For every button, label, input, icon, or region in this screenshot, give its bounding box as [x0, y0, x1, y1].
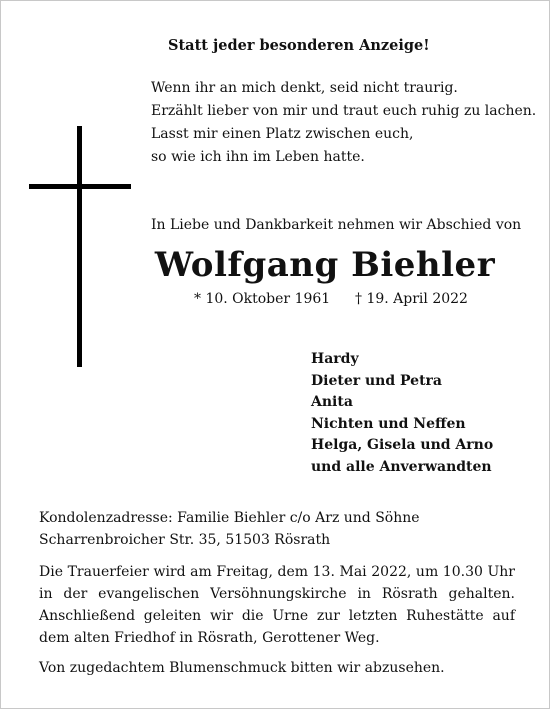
- mourner: Dieter und Petra: [311, 372, 442, 389]
- intro-heading: Statt jeder besonderen Anzeige!: [168, 37, 430, 54]
- condolence-address: [39, 507, 515, 551]
- mourners-list: [311, 349, 493, 478]
- flowers-note: Von zugedachtem Blumenschmuck bitten wir abzusehen.: [39, 660, 445, 676]
- poem-line: so wie ich ihn im Leben hatte.: [151, 149, 365, 165]
- poem-line: Erzählt lieber von mir und traut euch ruhig zu lachen.: [151, 103, 537, 119]
- cross-icon-bar: [29, 184, 131, 189]
- mourner: Nichten und Neffen: [311, 415, 466, 432]
- poem: [151, 77, 536, 169]
- ceremony-details: Die Trauerfeier wird am Freitag, dem 13. Mai 2022, um 10.30 Uhr in der evangelischen Versöhnungskirche in Rösrath gehalten. Anschließend geleiten wir die Urne zur letzten Ruhestätte auf dem alten Friedhof in Rösrath, Gerottener Weg.: [39, 564, 515, 646]
- deceased-name: Wolfgang Biehler: [154, 245, 496, 285]
- farewell-text: In Liebe und Dankbarkeit nehmen wir Abschied von: [151, 217, 522, 233]
- mourner: und alle Anverwandten: [311, 458, 492, 475]
- mourner: Hardy: [311, 351, 359, 367]
- mourner: Helga, Gisela und Arno: [311, 437, 494, 453]
- mourner: Anita: [311, 394, 353, 410]
- poem-line: Lasst mir einen Platz zwischen euch,: [151, 126, 414, 142]
- birth-date: * 10. Oktober 1961: [194, 291, 331, 307]
- poem-line: Wenn ihr an mich denkt, seid nicht traurig.: [151, 80, 458, 96]
- condolence-line: Kondolenzadresse: Familie Biehler c/o Arz und Söhne: [39, 510, 420, 526]
- death-date: † 19. April 2022: [355, 291, 468, 307]
- condolence-line: Scharrenbroicher Str. 35, 51503 Rösrath: [39, 532, 331, 548]
